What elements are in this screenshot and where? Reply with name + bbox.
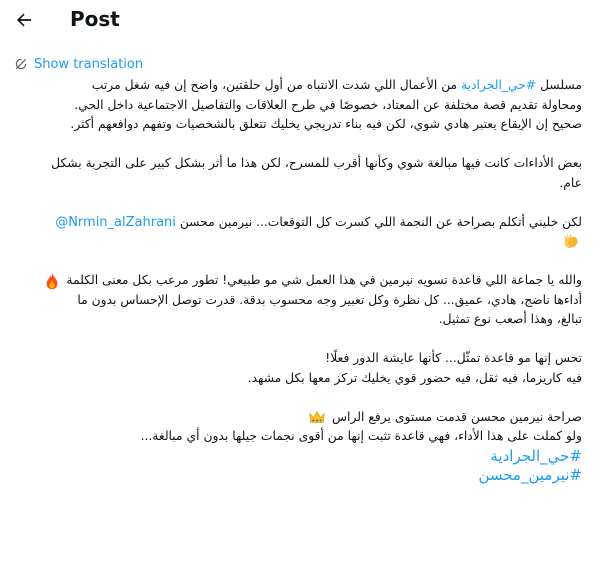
- post-line: صراحة نيرمين محسن قدمت مستوى يرفع الراس: [14, 408, 582, 428]
- post-line: تبالغ، وهذا أصعب نوع تمثيل.: [438, 312, 582, 326]
- post-header: [0, 0, 600, 42]
- post-line: مسلسل #حي_الجرادية من الأعمال اللي شدت الانتباه من أول حلقتين، واضح إن فيه شغل مرتب: [91, 78, 582, 92]
- clapping-hands-icon: [562, 233, 580, 251]
- post-line: عام.: [559, 175, 582, 190]
- arrow-left-icon: [14, 10, 34, 30]
- crown-icon: [308, 409, 326, 425]
- post-line: بعض الأداءات كانت فيها مبالغة شوي وكأنها أقرب للمسرح، لكن هذا ما أثر بشكل كبير على التجربة بشكل: [51, 156, 582, 170]
- translate-icon: [14, 57, 28, 71]
- post-line: تحس إنها مو قاعدة تمثّل... كأنها عايشة الدور فعلًا!: [325, 351, 582, 365]
- post-line: صحيح إن الإيقاع يعتبر هادي شوي، لكن فيه بناء تدريجي يخليك تتعلق بالشخصيات وتفهم دوافعهم أكثر.: [70, 117, 582, 131]
- hashtag-link[interactable]: #حي_الجرادية: [490, 446, 582, 465]
- post-line: لكن خليني أتكلم بصراحة عن النجمة اللي كسرت كل التوقعات... نيرمين محسن @Nrmin_alZahrani: [55, 214, 582, 230]
- post-line: ولو كملت على هذا الأداء، فهي قاعدة تثبت إنها من أقوى نجمات جيلها بدون أي مبالغة...: [140, 429, 582, 443]
- show-translation-link[interactable]: [14, 55, 143, 73]
- page-title: Post: [70, 7, 120, 31]
- post-line: والله يا جماعة اللي قاعدة تسويه نيرمين في هذا العمل شي مو طبيعي! تطور مرعب بكل معنى الكلمة: [14, 271, 582, 291]
- post-line: ومحاولة تقديم قصة مختلفة عن المعتاد، خصوصًا في طرح العلاقات والتفاصيل الاجتماعية داخل الحي.: [74, 97, 582, 112]
- hashtag-link[interactable]: #نيرمين_محسن: [478, 466, 582, 484]
- mention-link[interactable]: @Nrmin_alZahrani: [55, 214, 176, 230]
- hashtag-link[interactable]: #حي_الجرادية: [461, 78, 537, 92]
- show-translation-label: Show translation: [34, 56, 144, 72]
- back-button[interactable]: [8, 4, 40, 36]
- fire-icon: [44, 272, 60, 290]
- post-line: أداءها ناضج، هادي، عميق... كل نظرة وكل تعبير وجه محسوب بدقة. قدرت توصل الإحساس بدون ما: [77, 292, 582, 307]
- post-line: [14, 232, 582, 252]
- post-text: [14, 76, 582, 486]
- post-line: فيه كاريزما، فيه ثقل، فيه حضور قوي يخليك تركز معها بكل مشهد.: [247, 370, 582, 385]
